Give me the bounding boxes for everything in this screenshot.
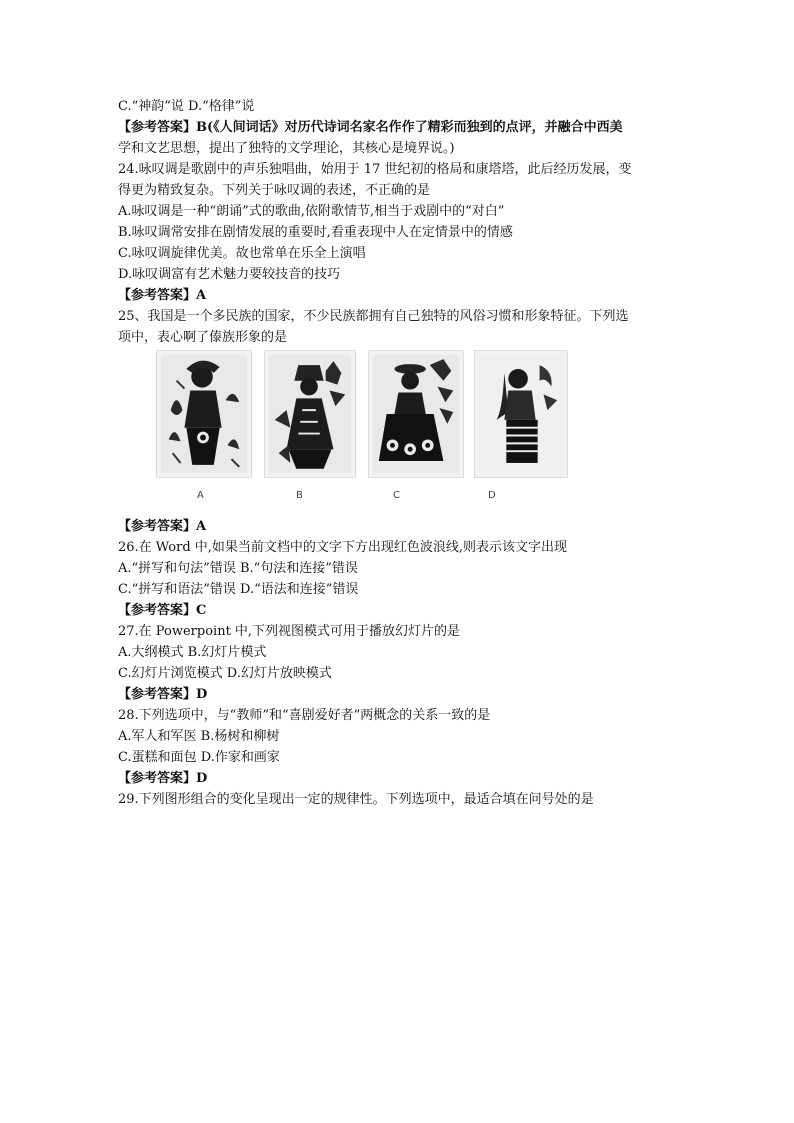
question-24-continuation: 得更为精致复杂。下列关于咏叹调的表述，不正确的是 [118, 183, 431, 198]
option-line: A.大纲模式 B.幻灯片模式 [118, 645, 267, 660]
option-line: A.“拼写和句法”错误 B.“句法和连接”错误 [118, 561, 358, 576]
document-page [118, 96, 678, 810]
question-27: 27.在 Powerpoint 中,下列视图模式可用于播放幻灯片的是 [118, 624, 461, 639]
question-28: 28.下列选项中，与“教师”和“喜剧爱好者”两概念的关系一致的是 [118, 708, 491, 723]
papercut-figure-d [474, 350, 568, 478]
answer-line: 【参考答案】B(《人间词话》对历代诗词名家名作作了精彩而独到的点评，并融合中西美 [118, 120, 623, 135]
answer-line: 【参考答案】A [118, 519, 207, 534]
question-25: 25、我国是一个多民族的国家，不少民族都拥有自己独特的风俗习惯和形象特征。下列选 [118, 309, 629, 324]
papercut-figures [118, 350, 678, 516]
answer-line: 【参考答案】D [118, 771, 208, 786]
question-25-continuation: 项中，表心啊了傣族形象的是 [118, 330, 288, 345]
answer-line: 【参考答案】D [118, 687, 208, 702]
figure-label-c: C [393, 490, 400, 501]
option-line: C.蛋糕和面包 D.作家和画家 [118, 750, 280, 765]
option-line: C.幻灯片浏览模式 D.幻灯片放映模式 [118, 666, 332, 681]
option-c: C.咏叹调旋律优美。故也常单在乐全上演唱 [118, 246, 366, 261]
figure-label-a: A [197, 490, 204, 501]
option-b: B.咏叹调常安排在剧情发展的重要时,看重表现中人在定情景中的情感 [118, 225, 513, 240]
answer-line: 【参考答案】A [118, 288, 207, 303]
option-line: C.“拼写和语法”错误 D.“语法和连接”错误 [118, 582, 359, 597]
question-26: 26.在 Word 中,如果当前文档中的文字下方出现红色波浪线,则表示该文字出现 [118, 540, 568, 555]
option-a: A.咏叹调是一种“朗诵”式的歌曲,依附歌情节,相当于戏剧中的“对白” [118, 204, 505, 219]
figure-label-d: D [488, 490, 496, 501]
figure-label-b: B [296, 490, 303, 501]
answer-line: 【参考答案】C [118, 603, 207, 618]
question-24: 24.咏叹调是歌剧中的声乐独唱曲，始用于 17 世纪初的格局和康塔塔，此后经历发展，变 [118, 162, 632, 177]
option-d: D.咏叹调富有艺术魅力要较技音的技巧 [118, 267, 341, 282]
question-29: 29.下列图形组合的变化呈现出一定的规律性。下列选项中，最适合填在问号处的是 [118, 792, 594, 807]
option-line: C.“神韵”说 D.“格律”说 [118, 99, 255, 114]
option-line: A.军人和军医 B.杨树和柳树 [118, 729, 280, 744]
papercut-figure-b [264, 350, 356, 478]
answer-continuation: 学和文艺思想，提出了独特的文学理论，其核心是境界说。) [118, 141, 455, 156]
papercut-figure-a [156, 350, 252, 478]
papercut-figure-c [368, 350, 464, 478]
